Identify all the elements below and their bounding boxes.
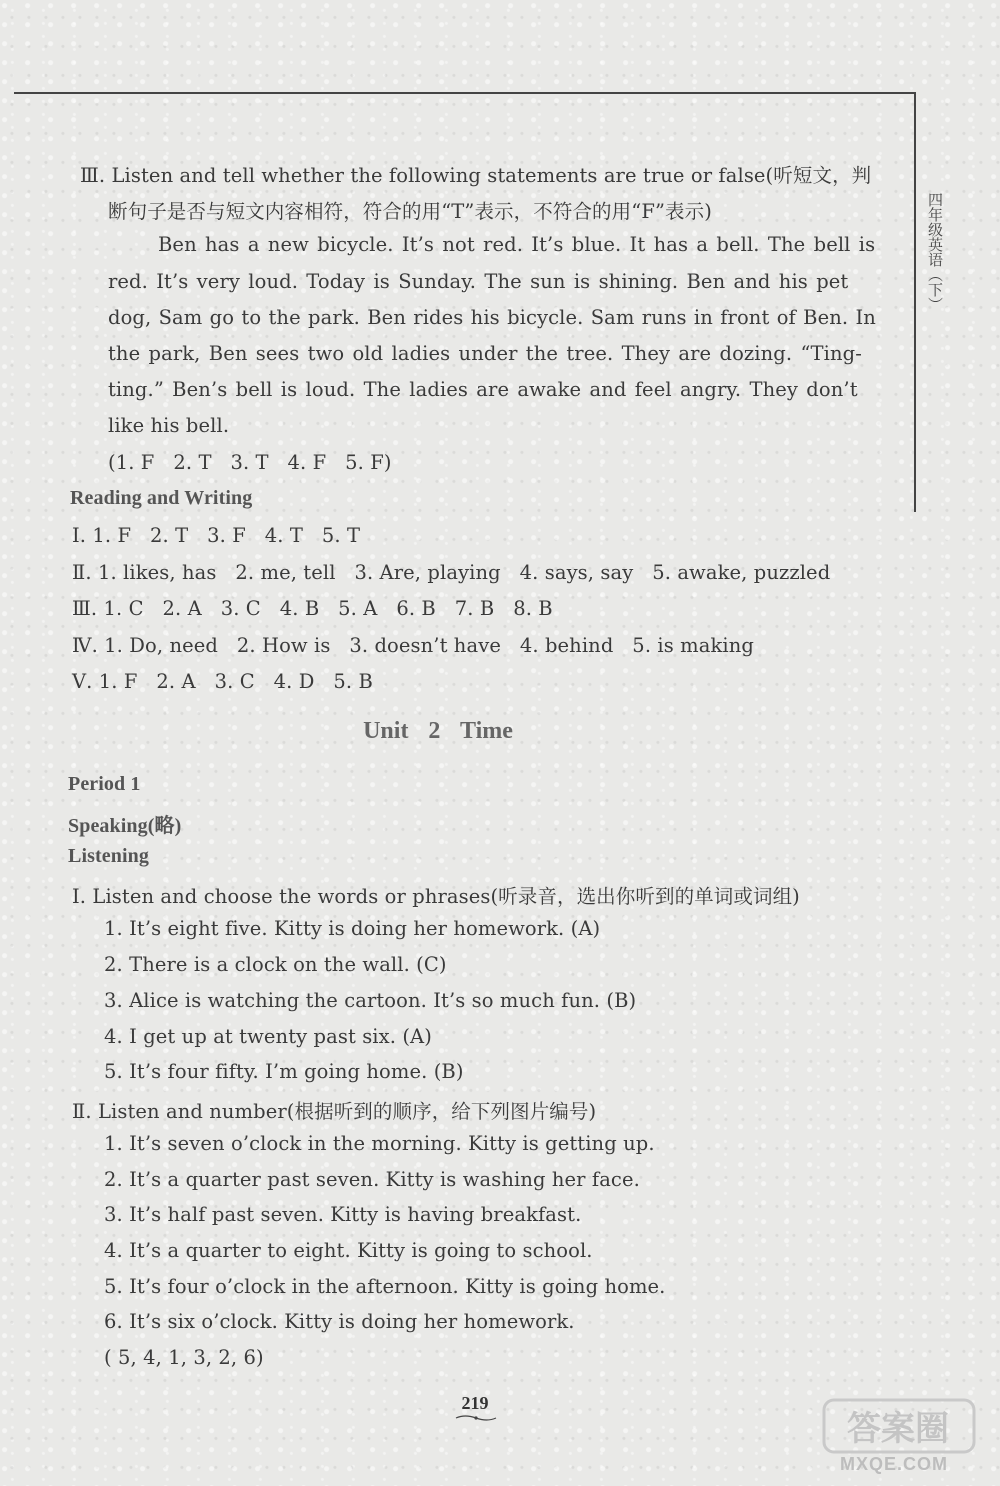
listening-title: Listening [68, 845, 149, 867]
listening-item: 3. It’s half past seven. Kitty is having breakfast. [104, 1203, 582, 1226]
rw-answer-row: Ⅴ. 1. F 2. A 3. C 4. D 5. B [72, 670, 373, 693]
rw-answer-row: Ⅰ. 1. F 2. T 3. F 4. T 5. T [72, 524, 361, 547]
passage-line: dog, Sam go to the park. Ben rides his bicycle. Sam runs in front of Ben. In [108, 306, 876, 329]
watermark-url: MXQE.COM [840, 1454, 949, 1474]
listening-item: 3. Alice is watching the cartoon. It’s so much fun. (B) [104, 989, 637, 1012]
listening-item: 4. It’s a quarter to eight. Kitty is going to school. [104, 1239, 593, 1262]
side-rule [914, 92, 916, 512]
period-title: Period 1 [68, 773, 141, 795]
section3-heading: Ⅲ. Listen and tell whether the following statements are true or false(听短文，判 [80, 164, 872, 187]
passage-line: the park, Ben sees two old ladies under the tree. They are dozing. “Ting- [108, 342, 862, 365]
listening-item: 2. There is a clock on the wall. (C) [104, 953, 447, 976]
section3-heading-cont: 断句子是否与短文内容相符，符合的用“T”表示，不符合的用“F”表示) [108, 200, 712, 223]
speaking-title: Speaking(略) [68, 815, 182, 837]
listening-part2-heading: Ⅱ. Listen and number(根据听到的顺序，给下列图片编号) [72, 1100, 597, 1123]
page-number-ornament [454, 1414, 498, 1422]
passage-line: ting.” Ben’s bell is loud. The ladies are awake and feel angry. They don’t [108, 378, 858, 401]
section3-answer: (1. F 2. T 3. T 4. F 5. F) [108, 451, 392, 474]
rw-answer-row: Ⅳ. 1. Do, need 2. How is 3. doesn’t have 4. behind 5. is making [72, 634, 754, 657]
passage-line: like his bell. [108, 414, 230, 437]
listening-item: 1. It’s eight five. Kitty is doing her homework. (A) [104, 917, 601, 940]
reading-writing-title: Reading and Writing [70, 487, 253, 509]
listening-item: 1. It’s seven o’clock in the morning. Kitty is getting up. [104, 1132, 655, 1155]
listening-item: 4. I get up at twenty past six. (A) [104, 1025, 432, 1048]
top-rule [14, 92, 916, 94]
listening-item: 5. It’s four fifty. I’m going home. (B) [104, 1060, 464, 1083]
listening-part2-answer: ( 5, 4, 1, 3, 2, 6) [104, 1346, 264, 1369]
unit-title: Unit 2 Time [363, 718, 513, 744]
rw-answer-row: Ⅱ. 1. likes, has 2. me, tell 3. Are, playing 4. says, say 5. awake, puzzled [72, 561, 831, 584]
book-side-label: 四年级英语（下） [926, 192, 944, 312]
listening-item: 2. It’s a quarter past seven. Kitty is washing her face. [104, 1168, 640, 1191]
page-number: 219 [461, 1393, 489, 1413]
passage-line: red. It’s very loud. Today is Sunday. The sun is shining. Ben and his pet [108, 270, 849, 293]
listening-item: 6. It’s six o’clock. Kitty is doing her homework. [104, 1310, 575, 1333]
listening-part1-heading: Ⅰ. Listen and choose the words or phrases(听录音，选出你听到的单词或词组) [72, 885, 800, 908]
listening-item: 5. It’s four o’clock in the afternoon. Kitty is going home. [104, 1275, 666, 1298]
passage-line: Ben has a new bicycle. It’s not red. It’s blue. It has a bell. The bell is [158, 233, 876, 256]
rw-answer-row: Ⅲ. 1. C 2. A 3. C 4. B 5. A 6. B 7. B 8. B [72, 597, 553, 620]
watermark-logo-text: 答案圈 [847, 1409, 949, 1449]
